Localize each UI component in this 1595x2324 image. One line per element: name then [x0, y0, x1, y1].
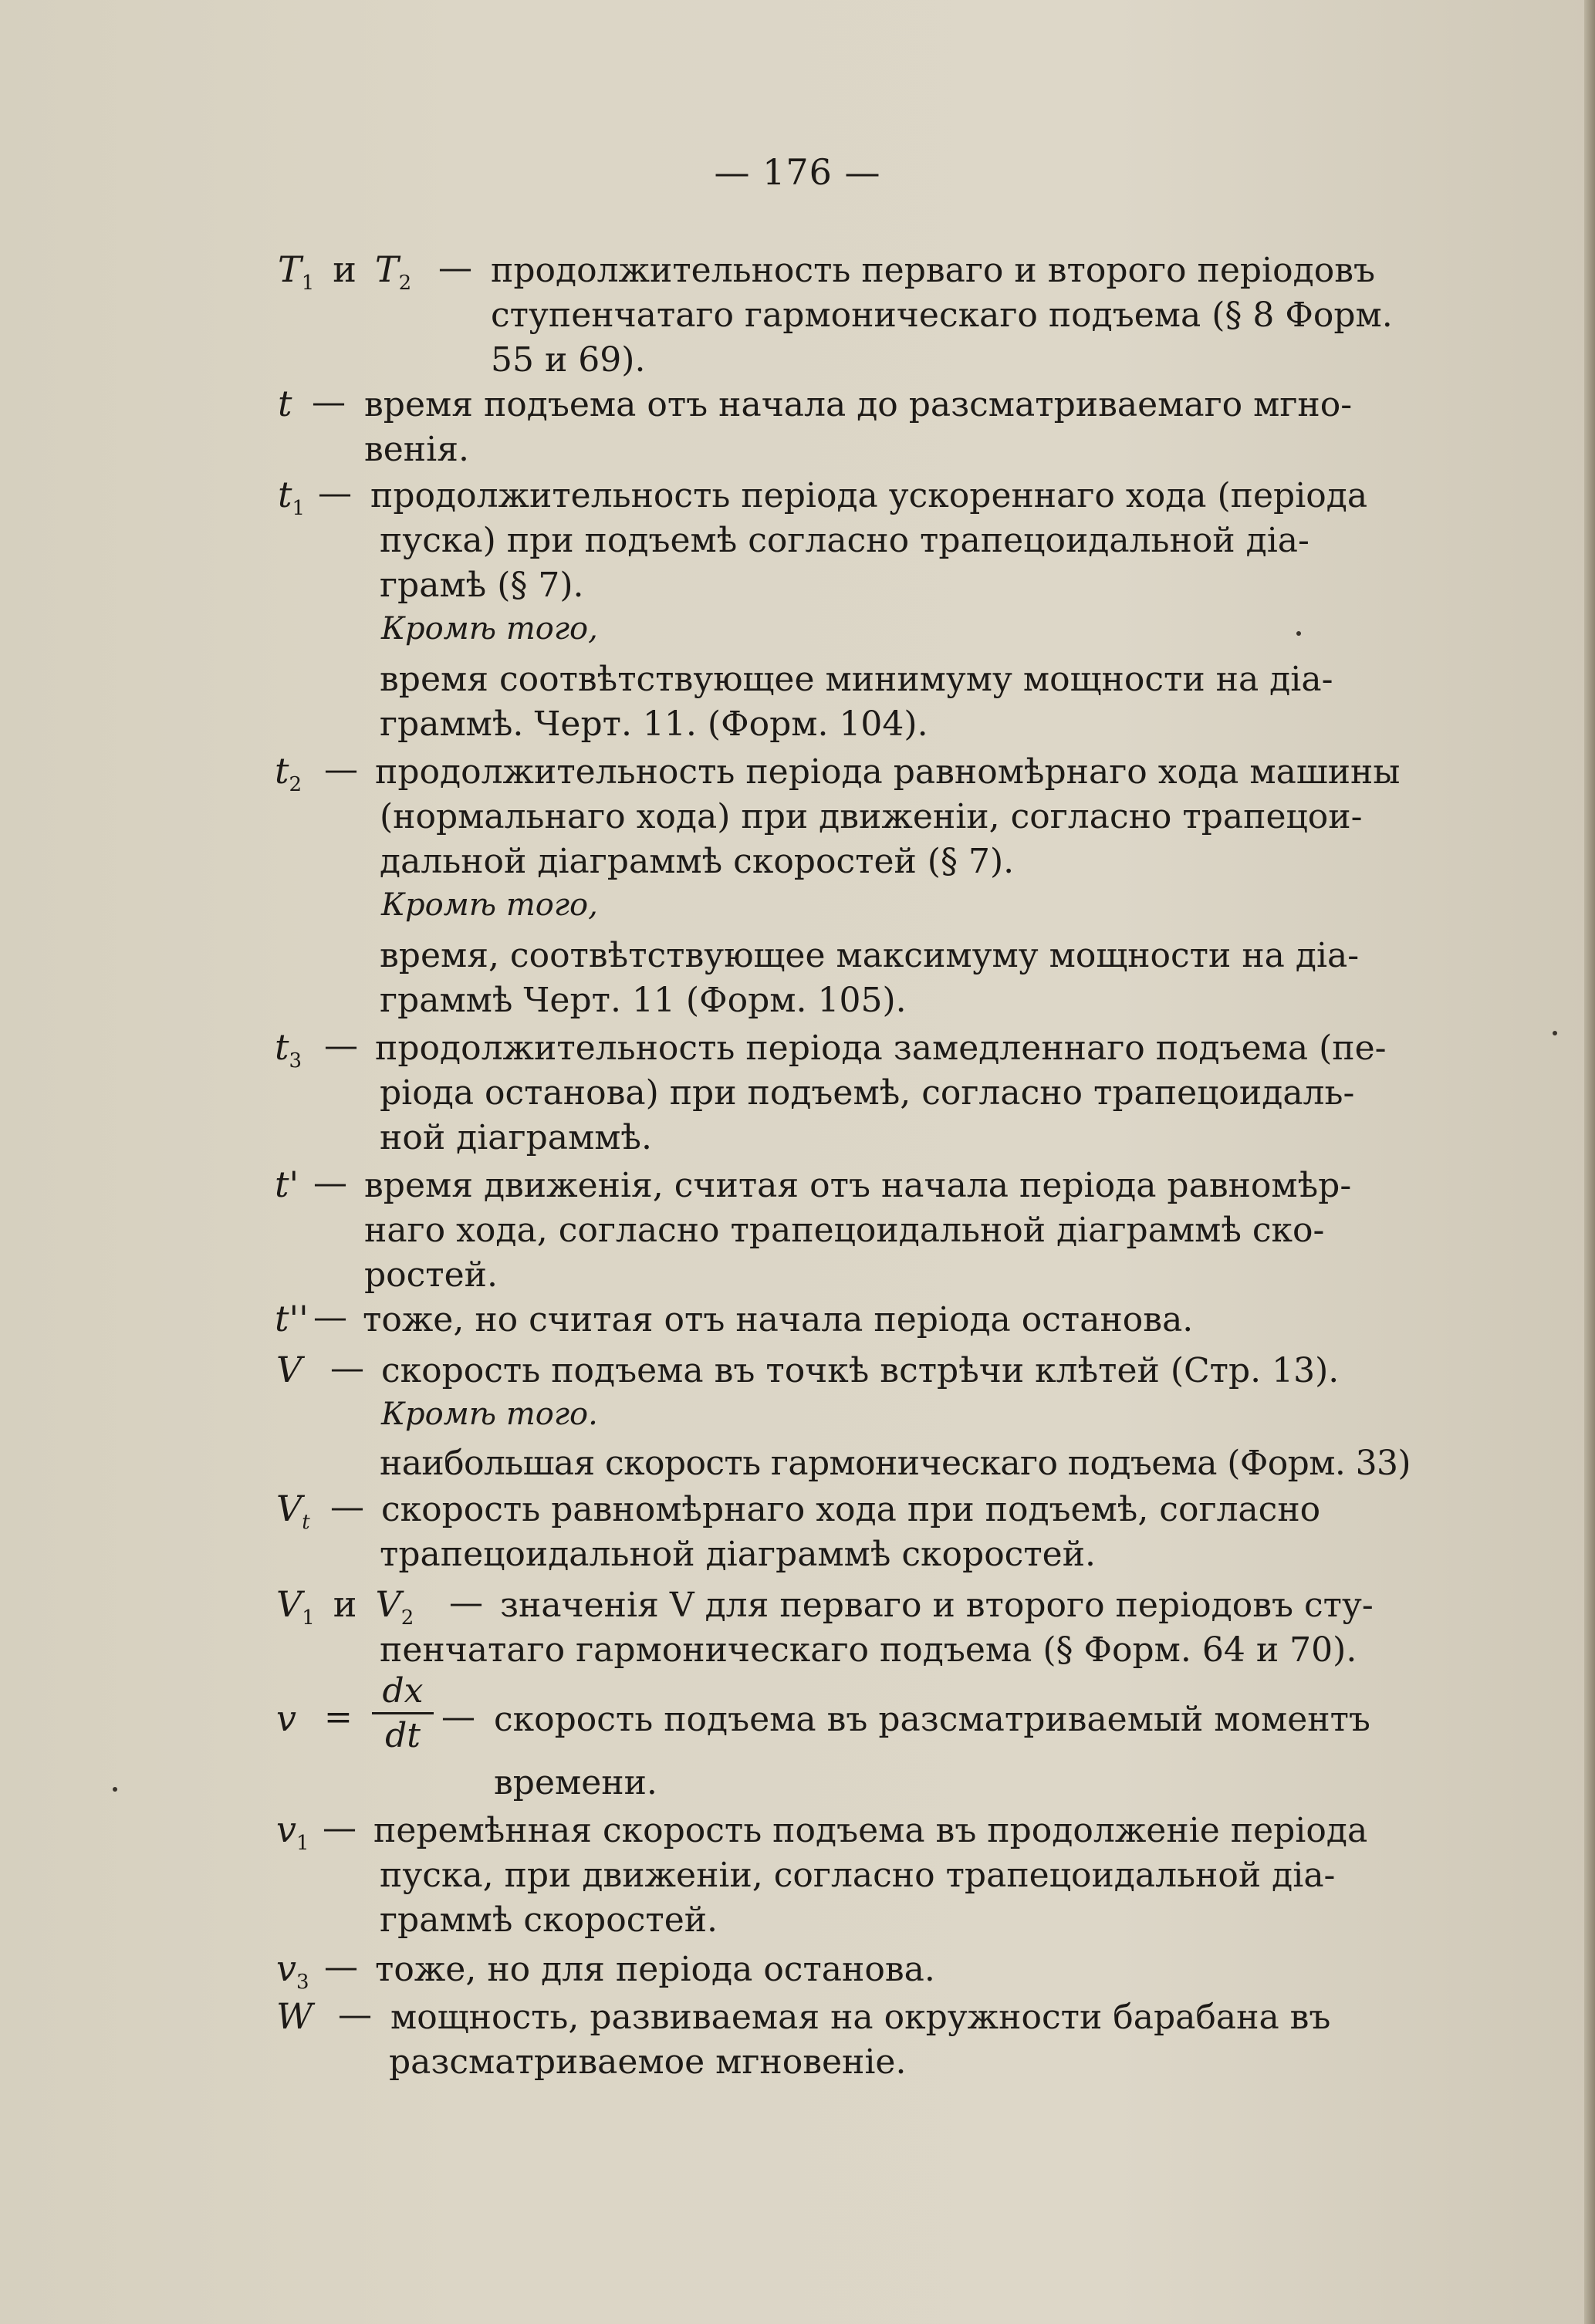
entry-symbol: t [278, 383, 292, 424]
entry-line: ріода останова) при подъемѣ, согласно трапецоидаль- [380, 1073, 1355, 1113]
entry-dash: — [324, 1026, 358, 1066]
entry-dash: — [324, 1947, 358, 1987]
entry-note: Кромѣ того. [381, 1397, 598, 1432]
entry-line: граммѣ. Черт. 11. (Форм. 104). [380, 704, 928, 744]
entry-line: венія. [364, 430, 469, 469]
entry-line: дальной діаграммѣ скоростей (§ 7). [380, 842, 1015, 881]
entry-line: время подъема отъ начала до разсматриваемаго мгно- [364, 385, 1353, 424]
entry-dash: — [313, 1164, 347, 1203]
entry-line: 55 и 69). [491, 340, 646, 380]
entry-line: время, соотвѣтствующее максимуму мощности на діа- [380, 936, 1360, 975]
entry-line: ростей. [364, 1255, 498, 1295]
entry-symbol: $v_1$ [276, 1809, 309, 1855]
equals-sign: = [324, 1697, 353, 1737]
entry-line: граммѣ Черт. 11 (Форм. 105). [380, 981, 907, 1020]
entry-line: тоже, но для періода останова. [375, 1950, 935, 1989]
page-number: — 176 — [714, 151, 881, 193]
entry-line: продолжительность періода ускореннаго хода (періода [370, 476, 1368, 515]
entry-symbol: W [276, 1995, 313, 2037]
fraction-bar [372, 1712, 434, 1714]
entry-dash: — [312, 383, 346, 422]
entry-dash: — [338, 1995, 372, 2035]
entry-line: разсматриваемое мгновеніе. [389, 2042, 907, 2082]
entry-symbol: $t_3$ [275, 1026, 302, 1072]
entry-dash: — [438, 248, 472, 288]
print-speck [1296, 631, 1301, 636]
entry-symbol: $V_1$ и $V_2$ [276, 1583, 414, 1630]
entry-symbol: t' [275, 1164, 299, 1205]
entry-line: продолжительность періода замедленнаго подъема (пе- [375, 1029, 1387, 1068]
entry-dash: — [330, 1349, 364, 1388]
entry-line: пенчатаго гармоническаго подъема (§ Форм. 64 и 70). [380, 1630, 1357, 1670]
fraction-numerator: dx [382, 1671, 424, 1711]
entry-line: перемѣнная скорость подъема въ продолженіе періода [373, 1811, 1368, 1850]
entry-dash: — [441, 1697, 475, 1737]
entry-dash: — [449, 1583, 483, 1623]
entry-line: скорость подъема въ разсматриваемый моментъ [494, 1700, 1370, 1739]
derivative-fraction [372, 1671, 434, 1755]
entry-line: ступенчатаго гармоническаго подъема (§ 8 Форм. [491, 296, 1393, 335]
entry-line: граммѣ скоростей. [380, 1900, 718, 1940]
entry-symbol: $V_t$ [276, 1488, 310, 1534]
entry-symbol: v [276, 1697, 296, 1739]
page-edge-shadow [1584, 0, 1595, 2324]
entry-line: наго хода, согласно трапецоидальной діаграммѣ ско- [364, 1211, 1325, 1250]
entry-line: пуска) при подъемѣ согласно трапецоидальной діа- [380, 521, 1309, 560]
print-speck [1553, 1031, 1557, 1035]
entry-line: ной діаграммѣ. [380, 1118, 652, 1157]
entry-line: мощность, развиваемая на окружности барабана въ [390, 1998, 1331, 2037]
entry-dash: — [318, 474, 352, 513]
entry-line: тоже, но считая отъ начала періода останова. [363, 1300, 1194, 1339]
entry-dash: — [324, 750, 358, 789]
entry-line: скорость равномѣрнаго хода при подъемѣ, согласно [381, 1490, 1321, 1529]
entry-line: продолжительность періода равномѣрнаго хода машины [375, 752, 1401, 792]
entry-symbol: $v_3$ [276, 1947, 309, 1994]
entry-line: скорость подъема въ точкѣ встрѣчи клѣтей (Стр. 13). [381, 1351, 1340, 1390]
entry-line: время движенія, считая отъ начала періода равномѣр- [364, 1166, 1352, 1205]
entry-line: пуска, при движеніи, согласно трапецоидальной діа- [380, 1856, 1336, 1895]
entry-symbol: $T_1$ и $T_2$ [278, 248, 412, 295]
entry-line: продолжительность перваго и второго періодовъ [491, 251, 1375, 290]
entry-line: грамѣ (§ 7). [380, 566, 584, 605]
entry-line: времени. [494, 1763, 657, 1802]
entry-dash: — [313, 1298, 347, 1337]
entry-dash: — [323, 1809, 357, 1848]
entry-line: трапецоидальной діаграммѣ скоростей. [380, 1535, 1097, 1574]
entry-line: время соотвѣтствующее минимуму мощности на діа- [380, 660, 1333, 699]
entry-symbol: $t_1$ [278, 474, 306, 520]
entry-dash: — [330, 1488, 364, 1527]
entry-line: (нормальнаго хода) при движеніи, согласно трапецои- [380, 797, 1363, 836]
entry-symbol: $t_2$ [275, 750, 302, 796]
entry-symbol: t'' [275, 1298, 309, 1339]
entry-line: значенія V для перваго и второго періодовъ сту- [500, 1586, 1374, 1625]
entry-symbol: V [276, 1349, 302, 1390]
entry-line: наибольшая скорость гармоническаго подъема (Форм. 33) [380, 1444, 1411, 1483]
entry-note: Кромѣ того, [381, 611, 598, 647]
entry-note: Кромѣ того, [381, 887, 598, 923]
fraction-denominator: dt [385, 1716, 421, 1755]
print-speck [113, 1787, 117, 1792]
